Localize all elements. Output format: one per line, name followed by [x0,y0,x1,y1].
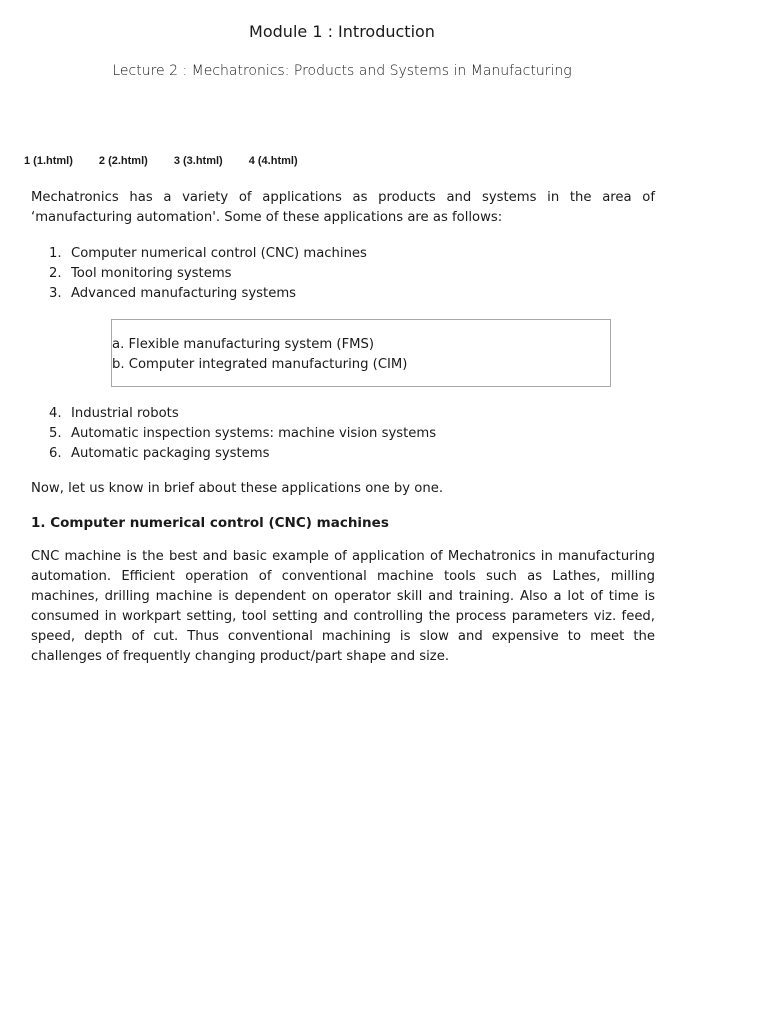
list-item-text: Automatic packaging systems [71,446,270,461]
applications-list [31,244,655,304]
list-item [31,444,655,464]
list-item [31,424,655,444]
list-number: 4. [49,406,62,421]
list-item-text: Tool monitoring systems [71,266,232,281]
advanced-systems-subbox [111,319,611,387]
list-item-text: Advanced manufacturing systems [71,286,297,301]
list-item [31,264,655,284]
list-number: 5. [49,426,62,441]
list-item [31,284,655,304]
page-link-2[interactable]: 2 (2.html) [98,155,148,167]
list-item-text: Automatic inspection systems: machine vision systems [71,426,437,441]
sublist-item: b. Computer integrated manufacturing (CIM) [112,357,408,372]
sublist-item: a. Flexible manufacturing system (FMS) [112,337,375,352]
intro-paragraph: Mechatronics has a variety of applications as products and systems in the area of ‘manufacturing automation'. Some of these applications are as follows: [31,190,655,225]
list-item-text: Computer numerical control (CNC) machines [71,246,367,261]
lecture-content [31,188,655,667]
lecture-title: Lecture 2 : Mechatronics: Products and Systems in Manufacturing [112,63,572,79]
section-body: CNC machine is the best and basic example of application of Mechatronics in manufacturing automation. Efficient operation of conventional machine tools such as Lathes, milling machines, drilling machine is dependent on operator skill and training. Also a lot of time is consumed in workpart setting, tool setting and controlling the process parameters viz. feed, speed, depth of cut. Thus conventional machining is slow and expensive to meet the challenges of frequently changing product/part shape and size. [31,549,655,664]
module-title: Module 1 : Introduction [249,22,435,41]
list-number: 6. [49,446,62,461]
list-number: 2. [49,266,62,281]
list-number: 3. [49,286,62,301]
list-item-text: Industrial robots [71,406,179,421]
list-number: 1. [49,246,62,261]
list-item [31,244,655,264]
list-item [31,404,655,424]
section-heading: 1. Computer numerical control (CNC) machines [31,515,389,531]
applications-list-continued [31,404,655,464]
page-link-1[interactable]: 1 (1.html) [24,155,73,167]
page-link-3[interactable]: 3 (3.html) [173,155,223,167]
page-navigation [24,155,324,167]
transition-paragraph: Now, let us know in brief about these applications one by one. [31,481,444,496]
page-link-4[interactable]: 4 (4.html) [248,155,298,167]
